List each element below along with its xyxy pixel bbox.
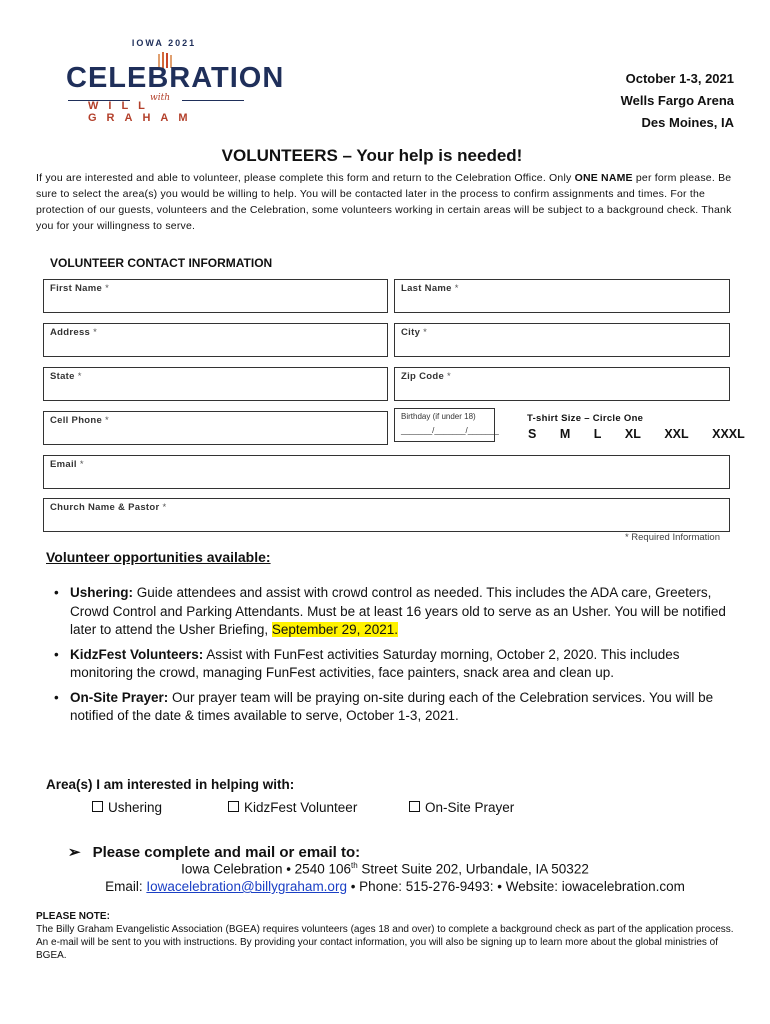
checkbox-label: On-Site Prayer [425, 800, 515, 815]
zip-field[interactable] [394, 367, 730, 401]
size-xxxl[interactable]: XXXL [712, 427, 745, 441]
mail-title-text: Please complete and mail or email to: [92, 844, 361, 861]
event-info [621, 68, 734, 134]
address-sup: th [351, 861, 358, 870]
event-dates: October 1-3, 2021 [625, 71, 734, 86]
cell-phone-label: Cell Phone [50, 415, 103, 426]
checkbox-icon[interactable] [228, 801, 239, 812]
celebration-logo [60, 38, 285, 124]
checkbox-icon[interactable] [92, 801, 103, 812]
required-mark: * [105, 415, 110, 426]
state-label: State [50, 371, 75, 382]
city-label: City [401, 327, 421, 338]
required-mark: * [105, 283, 110, 294]
email-link[interactable]: Iowacelebration@billygraham.org [146, 879, 347, 894]
mail-address [0, 861, 770, 877]
areas-title: Area(s) I am interested in helping with: [46, 777, 295, 792]
address-text-2: Street Suite 202, Urbandale, IA 50322 [357, 861, 589, 877]
tshirt-sizes [528, 427, 759, 441]
section-title: VOLUNTEER CONTACT INFORMATION [50, 256, 273, 270]
church-field[interactable] [43, 498, 730, 532]
opportunity-text: Our prayer team will be praying on-site during each of the Celebration services. You will be notified of the date & times available to serve, October 1-3, 2021. [70, 689, 714, 723]
church-label: Church Name & Pastor [50, 502, 160, 513]
city-field[interactable] [394, 323, 730, 357]
size-xxl[interactable]: XXL [664, 427, 689, 441]
checkbox-label: KidzFest Volunteer [244, 800, 358, 815]
opportunity-name: KidzFest Volunteers: [70, 646, 204, 662]
logo-arc-text: IOWA 2021 [131, 38, 197, 48]
highlighted-date: September 29, 2021. [271, 622, 398, 637]
list-item [54, 646, 734, 683]
note-heading: PLEASE NOTE: [36, 911, 110, 922]
address-text-1: Iowa Celebration • 2540 106 [181, 861, 351, 877]
required-mark: * [447, 371, 451, 382]
birthday-field[interactable] [394, 408, 499, 442]
email-label-text: Email: [105, 879, 147, 894]
checkbox-kidzfest[interactable] [228, 800, 357, 815]
logo-title: CELEBRATION [66, 62, 285, 94]
email-field[interactable] [43, 455, 730, 489]
zip-label: Zip Code [401, 371, 445, 382]
opportunity-text: Assist with FunFest activities Saturday morning, October 2, 2020. This includes monitoring the crowd, managing FunFest activities, face painters, snack area and clean up. [70, 646, 680, 680]
contact-line [0, 879, 770, 894]
checkbox-prayer[interactable] [409, 800, 514, 815]
address-field[interactable] [43, 323, 388, 357]
birthday-label: Birthday (if under 18) [401, 412, 476, 421]
first-name-field[interactable] [43, 279, 388, 313]
opportunity-text: Guide attendees and assist with crowd control as needed. This includes the ADA care, Greeters, Crowd Control and Parking Attendants. Must be at least 16 years old to serve as an Usher. You will be notified later to attend the Usher Briefing, [70, 585, 726, 637]
opportunities-title: Volunteer opportunities available: [46, 549, 271, 565]
bullet-icon: • [54, 689, 59, 705]
first-name-label: First Name [50, 283, 103, 294]
intro-text-2: per form please. Be sure to select the area(s) you would be willing to help. You will be contacted later in the process to confirm assignments and times. For the protection of our guests, volunteers and the Celebration, some volunteers working in certain areas will be subject to a background check. Thank you for your willingness to serve. [36, 172, 732, 232]
opportunity-name: On-Site Prayer: [70, 689, 169, 705]
bullet-icon: • [54, 646, 59, 662]
mail-title [68, 843, 360, 861]
opportunity-name: Ushering: [70, 585, 134, 600]
page-title: VOLUNTEERS – Your help is needed! [221, 146, 523, 165]
size-s[interactable]: S [528, 427, 537, 441]
state-field[interactable] [43, 367, 388, 401]
note-text: The Billy Graham Evangelistic Association (BGEA) requires volunteers (ages 18 and over) to complete a background check as part of the application process. An e-mail will be sent to you with instructions. By providing your contact information, you will also be signing up to learn more about the global ministries of BGEA. [36, 924, 734, 961]
address-label: Address [50, 327, 91, 338]
last-name-label: Last Name [401, 283, 452, 294]
event-city: Des Moines, IA [641, 115, 734, 130]
list-item [54, 584, 734, 640]
size-l[interactable]: L [593, 427, 602, 441]
required-mark: * [77, 371, 82, 382]
required-mark: * [79, 459, 84, 470]
birthday-blank: _______/_______/_______ [401, 426, 499, 435]
checkbox-label: Ushering [108, 800, 163, 815]
required-info-note: * Required Information [624, 532, 720, 543]
required-mark: * [162, 502, 167, 513]
size-m[interactable]: M [559, 427, 571, 441]
intro-paragraph [36, 170, 736, 234]
logo-name: WILL GRAHAM [88, 100, 198, 124]
required-mark: * [423, 327, 428, 338]
checkbox-ushering[interactable] [92, 800, 162, 815]
size-xl[interactable]: XL [624, 427, 641, 441]
intro-text-1: If you are interested and able to volunteer, please complete this form and return to the Celebration Office. Only [36, 172, 575, 184]
required-mark: * [454, 283, 459, 294]
cell-phone-field[interactable] [43, 411, 388, 445]
required-mark: * [93, 327, 98, 338]
intro-bold: ONE NAME [574, 172, 633, 184]
arrow-icon: ➢ [68, 844, 81, 861]
opportunities-list [54, 584, 734, 732]
email-label: Email [50, 459, 77, 470]
logo-with: with [150, 93, 170, 103]
last-name-field[interactable] [394, 279, 730, 313]
list-item [54, 689, 734, 726]
event-venue: Wells Fargo Arena [620, 93, 734, 108]
phone-website-text: • Phone: 515-276-9493: • Website: iowacelebration.com [346, 879, 685, 894]
bullet-icon: • [54, 585, 59, 600]
checkbox-icon[interactable] [409, 801, 420, 812]
tshirt-label: T-shirt Size – Circle One [527, 413, 644, 424]
